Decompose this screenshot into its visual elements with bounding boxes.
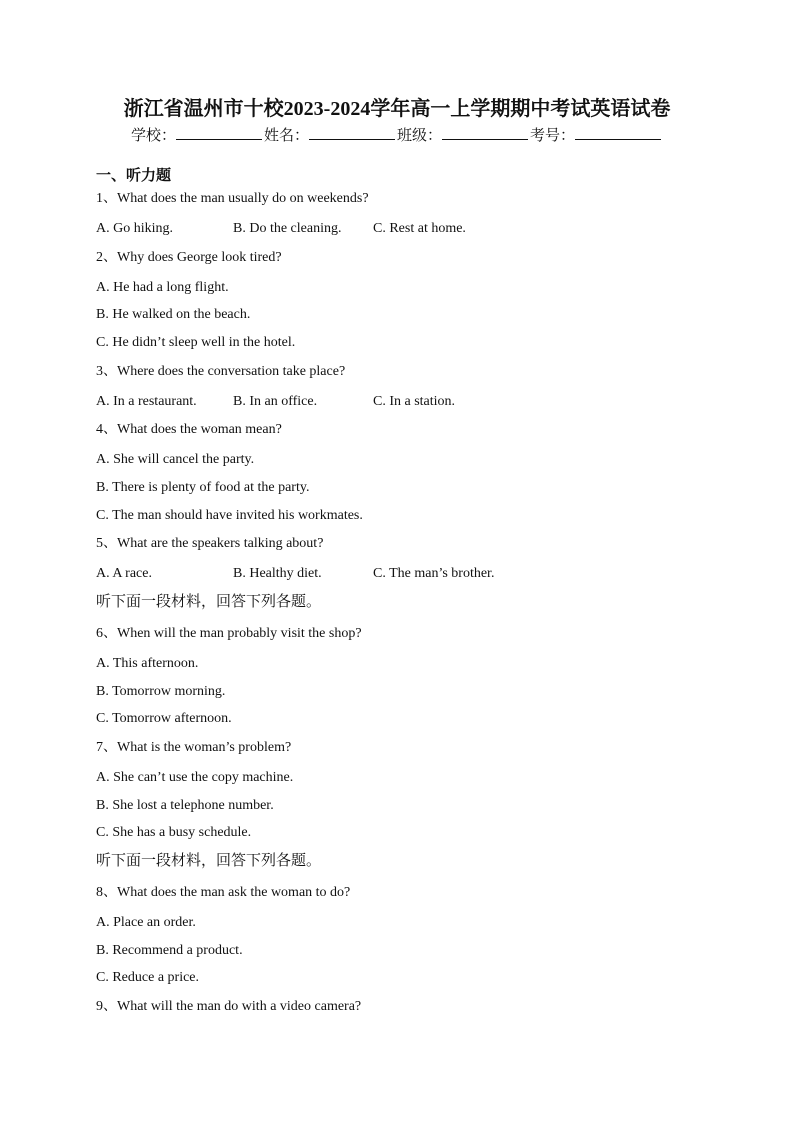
q1-option-b[interactable]: B. Do the cleaning. [233, 221, 342, 236]
q2-option-b[interactable]: B. He walked on the beach. [96, 307, 251, 322]
question-5-options [96, 564, 696, 584]
question-7-stem: 7、What is the woman’s problem? [96, 740, 292, 755]
q8-option-a[interactable]: A. Place an order. [96, 915, 196, 930]
exam-no-label: 考号： [530, 128, 576, 144]
q2-option-a[interactable]: A. He had a long flight. [96, 280, 229, 295]
q1-option-c[interactable]: C. Rest at home. [373, 221, 466, 236]
q6-option-c[interactable]: C. Tomorrow afternoon. [96, 711, 232, 726]
student-info-line [0, 124, 794, 147]
exam-no-blank[interactable] [575, 124, 661, 140]
q4-option-c[interactable]: C. The man should have invited his workmates. [96, 508, 363, 523]
question-3-options [96, 392, 696, 412]
question-1-options [96, 219, 696, 239]
q6-option-a[interactable]: A. This afternoon. [96, 656, 199, 671]
q6-option-b[interactable]: B. Tomorrow morning. [96, 684, 226, 699]
q5-option-b[interactable]: B. Healthy diet. [233, 566, 322, 581]
name-label: 姓名： [263, 128, 309, 144]
question-4-stem: 4、What does the woman mean? [96, 422, 282, 437]
q8-option-c[interactable]: C. Reduce a price. [96, 970, 200, 985]
q5-option-a[interactable]: A. A race. [96, 566, 152, 581]
q7-option-a[interactable]: A. She can’t use the copy machine. [96, 770, 294, 785]
q4-option-b[interactable]: B. There is plenty of food at the party. [96, 480, 310, 495]
q3-option-b[interactable]: B. In an office. [233, 394, 318, 409]
question-9-stem: 9、What will the man do with a video camera? [96, 999, 362, 1014]
class-blank[interactable] [442, 124, 528, 140]
q2-option-c[interactable]: C. He didn’t sleep well in the hotel. [96, 335, 296, 350]
question-6-stem: 6、When will the man probably visit the shop? [96, 626, 362, 641]
name-blank[interactable] [309, 124, 395, 140]
question-1-stem: 1、What does the man usually do on weekends? [96, 191, 369, 206]
section-heading: 一、听力题 [96, 168, 172, 184]
q7-option-c[interactable]: C. She has a busy schedule. [96, 825, 252, 840]
school-label: 学校： [130, 128, 176, 144]
question-2-stem: 2、Why does George look tired? [96, 250, 282, 265]
q3-option-c[interactable]: C. In a station. [373, 394, 456, 409]
page-title: 浙江省温州市十校2023-2024学年高一上学期期中考试英语试卷 [123, 98, 671, 120]
instruction-note-2: 听下面一段材料，回答下列各题。 [96, 853, 322, 869]
q1-option-a[interactable]: A. Go hiking. [96, 221, 173, 236]
school-blank[interactable] [176, 124, 262, 140]
question-3-stem: 3、Where does the conversation take place? [96, 364, 346, 379]
q3-option-a[interactable]: A. In a restaurant. [96, 394, 197, 409]
q8-option-b[interactable]: B. Recommend a product. [96, 943, 243, 958]
class-label: 班级： [397, 128, 443, 144]
question-5-stem: 5、What are the speakers talking about? [96, 536, 324, 551]
q5-option-c[interactable]: C. The man’s brother. [373, 566, 495, 581]
q7-option-b[interactable]: B. She lost a telephone number. [96, 798, 274, 813]
instruction-note-1: 听下面一段材料，回答下列各题。 [96, 594, 322, 610]
q4-option-a[interactable]: A. She will cancel the party. [96, 452, 255, 467]
question-8-stem: 8、What does the man ask the woman to do? [96, 885, 351, 900]
